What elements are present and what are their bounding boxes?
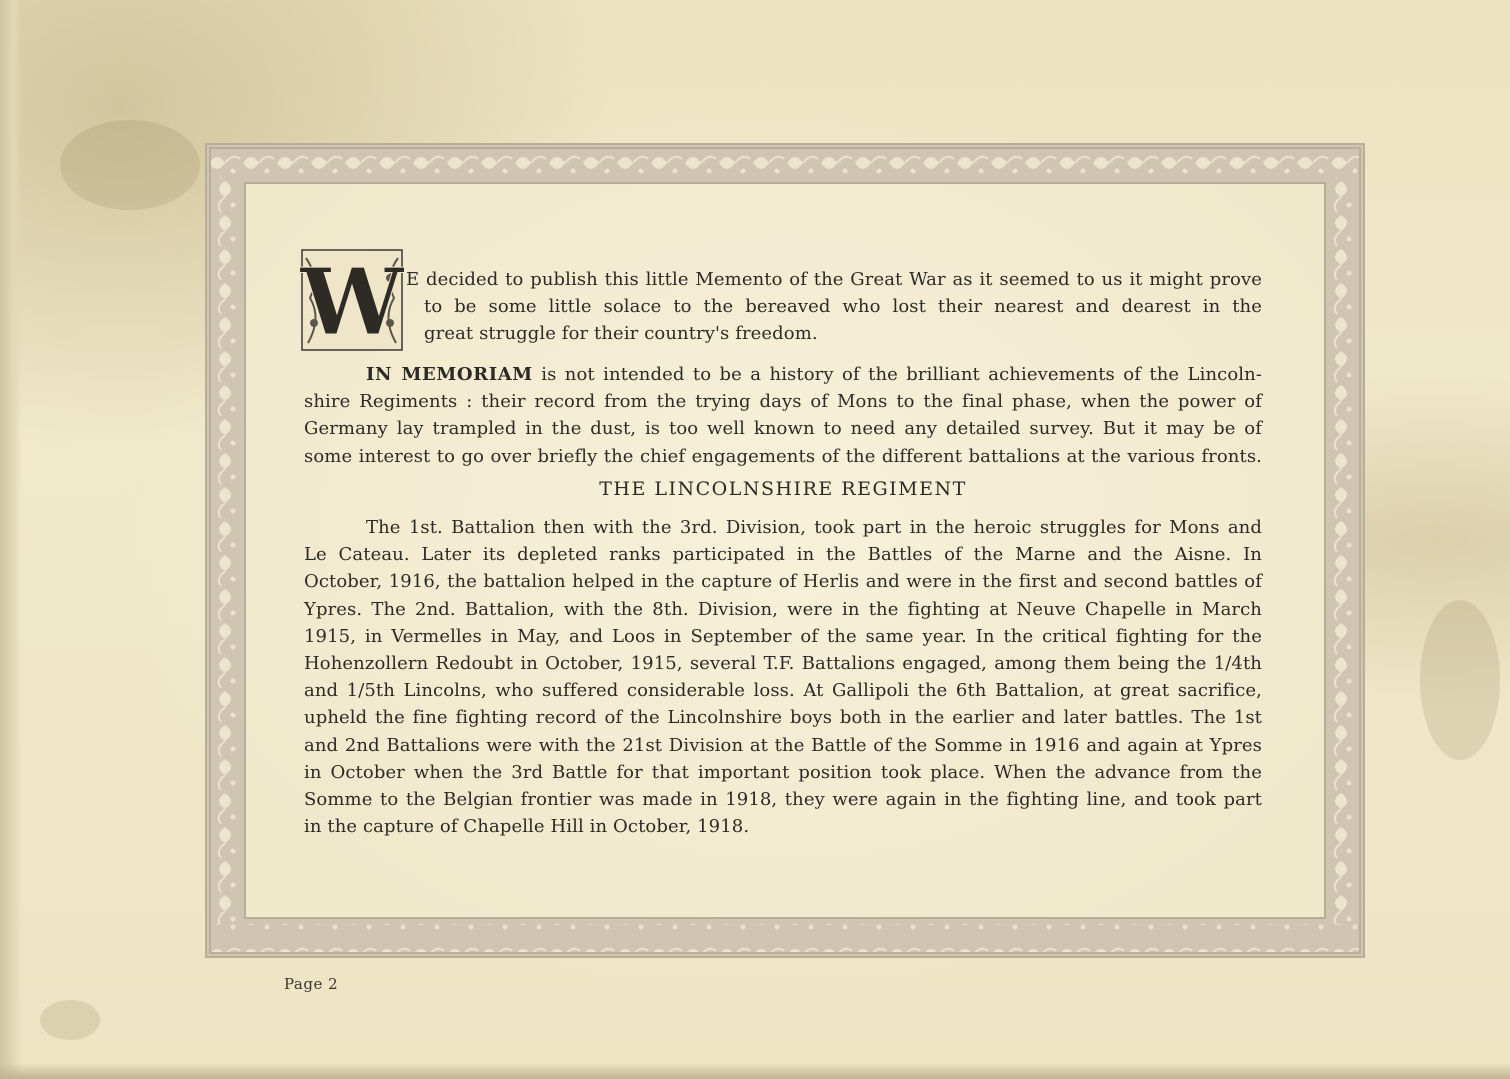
intro-line-1: E decided to publish this little Memento of the Great War as it seemed to us it might prove: [406, 269, 1262, 290]
regiment-line-9: and 2nd Battalions were with the 21st Division at the Battle of the Somme in 1916 and again at Ypres: [304, 734, 1262, 756]
page-number: Page 2: [284, 975, 339, 993]
drop-cap-ornament: [300, 248, 404, 352]
regiment-line-12: in the capture of Chapelle Hill in October, 1918.: [304, 816, 750, 838]
regiment-line-8: upheld the fine fighting record of the Lincolnshire boys both in the earlier and later battles. The 1st: [304, 707, 1262, 729]
intro-line-3: great struggle for their country's freedom.: [424, 323, 818, 345]
regiment-line-3: October, 1916, the battalion helped in the capture of Herlis and were in the first and second battles of: [304, 571, 1262, 593]
regiment-line-2: Le Cateau. Later its depleted ranks participated in the Battles of the Marne and the Aisne. In: [304, 544, 1262, 566]
regiment-line-1: The 1st. Battalion then with the 3rd. Division, took part in the heroic struggles for Mons and: [366, 517, 1262, 538]
section-heading: THE LINCOLNSHIRE REGIMENT: [599, 478, 967, 500]
intro-paragraph: [406, 266, 1262, 348]
page-edge-bottom: [0, 1063, 1510, 1079]
intro-line-2: to be some little solace to the bereaved who lost their nearest and dearest in the: [424, 296, 1262, 318]
memoriam-line-2: shire Regiments : their record from the trying days of Mons to the final phase, when the power of: [304, 391, 1262, 413]
regiment-paragraph: [304, 514, 1262, 840]
regiment-line-7: and 1/5th Lincolns, who suffered considerable loss. At Gallipoli the 6th Battalion, at great sacrifice,: [304, 680, 1262, 702]
regiment-line-5: 1915, in Vermelles in May, and Loos in September of the same year. In the critical fighting for the: [304, 625, 1262, 647]
memoriam-line-1: [304, 361, 1262, 388]
regiment-line-6: Hohenzollern Redoubt in October, 1915, several T.F. Battalions engaged, among them being the 1/4th: [304, 653, 1262, 675]
memoriam-lead: IN MEMORIAM: [366, 364, 533, 385]
regiment-line-11: Somme to the Belgian frontier was made in 1918, they were again in the fighting line, and took part: [304, 789, 1262, 811]
drop-cap-letter: W: [300, 248, 404, 352]
memoriam-line-4: some interest to go over briefly the chief engagements of the different battalions at the various fronts.: [304, 445, 1262, 467]
regiment-line-4: Ypres. The 2nd. Battalion, with the 8th. Division, were in the fighting at Neuve Chapelle in March: [304, 598, 1262, 620]
page-edge-left: [0, 0, 22, 1079]
memoriam-line-3: Germany lay trampled in the dust, is too well known to need any detailed survey. But it may be of: [304, 418, 1262, 440]
paper-stain: [60, 120, 200, 210]
memoriam-paragraph: [304, 361, 1262, 470]
regiment-line-10: in October when the 3rd Battle for that important position took place. When the advance from the: [304, 761, 1262, 783]
memoriam-line-1-rest: is not intended to be a history of the brilliant achievements of the Lincoln-: [532, 364, 1262, 385]
paper-stain: [40, 1000, 100, 1040]
paper-stain: [1420, 600, 1500, 760]
